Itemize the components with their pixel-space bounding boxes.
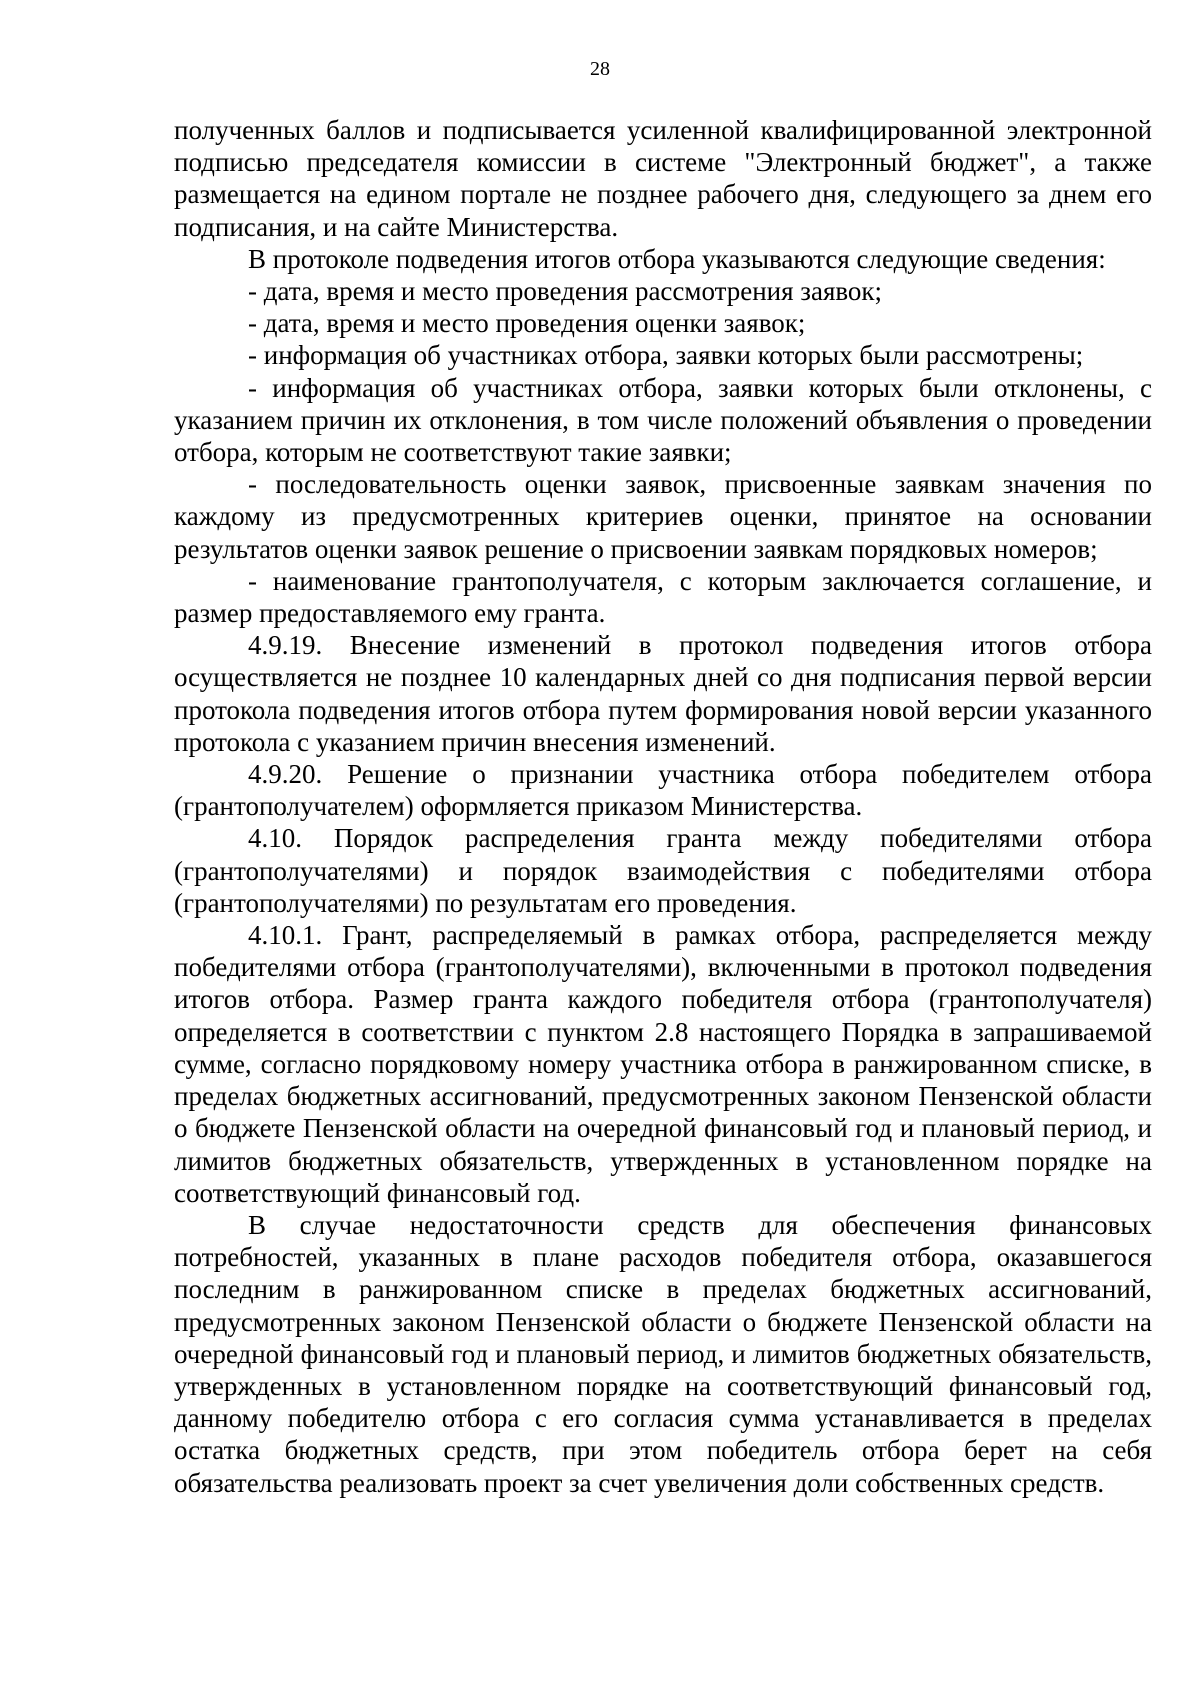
paragraph-continuation: полученных баллов и подписывается усиленной квалифицированной электронной подписью председателя комиссии в системе "Электронный бюджет", а также размещается на едином портале не позднее рабочего дня, следующего за днем его подписания, и на сайте Министерства. <box>174 115 1152 242</box>
document-body <box>174 114 1152 1499</box>
paragraph-protocol-intro: В протоколе подведения итогов отбора указываются следующие сведения: <box>248 243 1106 274</box>
clause-4-10: 4.10. Порядок распределения гранта между победителями отбора (грантополучателями) и порядок взаимодействия с победителями отбора (грантополучателями) по результатам его проведения. <box>174 823 1152 918</box>
clause-4-10-1: 4.10.1. Грант, распределяемый в рамках отбора, распределяется между победителями отбора (грантополучателями), включенными в протокол подведения итогов отбора. Размер гранта каждого победителя отбора (грантополучателя) определяется в соответствии с пунктом 2.8 настоящего Порядка в запрашиваемой сумме, согласно порядковому номеру участника отбора в ранжированном списке, в пределах бюджетных ассигнований, предусмотренных законом Пензенской области о бюджете Пензенской области на очередной финансовый год и плановый период, и лимитов бюджетных обязательств, утвержденных в установленном порядке на соответствующий финансовый год. <box>174 920 1152 1208</box>
list-item: - последовательность оценки заявок, присвоенные заявкам значения по каждому из предусмотренных критериев оценки, принятое на основании результатов оценки заявок решение о присвоении заявкам порядковых номеров; <box>174 469 1152 564</box>
page-number: 28 <box>590 58 610 80</box>
clause-4-9-20: 4.9.20. Решение о признании участника отбора победителем отбора (грантополучателем) оформляется приказом Министерства. <box>174 759 1152 822</box>
list-item: - информация об участниках отбора, заявки которых были отклонены, с указанием причин их отклонения, в том числе положений объявления о проведении отбора, которым не соответствуют такие заявки; <box>174 372 1152 468</box>
list-item: - информация об участниках отбора, заявки которых были рассмотрены; <box>248 340 1084 371</box>
list-item: - дата, время и место проведения оценки заявок; <box>248 308 806 339</box>
list-item: - дата, время и место проведения рассмотрения заявок; <box>248 276 883 307</box>
clause-4-9-19: 4.9.19. Внесение изменений в протокол подведения итогов отбора осуществляется не позднее 10 календарных дней со дня подписания первой версии протокола подведения итогов отбора путем формирования новой версии указанного протокола с указанием причин внесения изменений. <box>174 630 1152 757</box>
list-item: - наименование грантополучателя, с которым заключается соглашение, и размер предоставляемого ему гранта. <box>174 565 1152 629</box>
paragraph-shortfall: В случае недостаточности средств для обеспечения финансовых потребностей, указанных в плане расходов победителя отбора, оказавшегося последним в ранжированном списке в пределах бюджетных ассигнований, предусмотренных законом Пензенской области о бюджете Пензенской области на очередной финансовый год и плановый период, и лимитов бюджетных обязательств, утвержденных в установленном порядке на соответствующий финансовый год, данному победителю отбора с его согласия сумма устанавливается в пределах остатка бюджетных средств, при этом победитель отбора берет на себя обязательства реализовать проект за счет увеличения доли собственных средств. <box>174 1209 1152 1498</box>
